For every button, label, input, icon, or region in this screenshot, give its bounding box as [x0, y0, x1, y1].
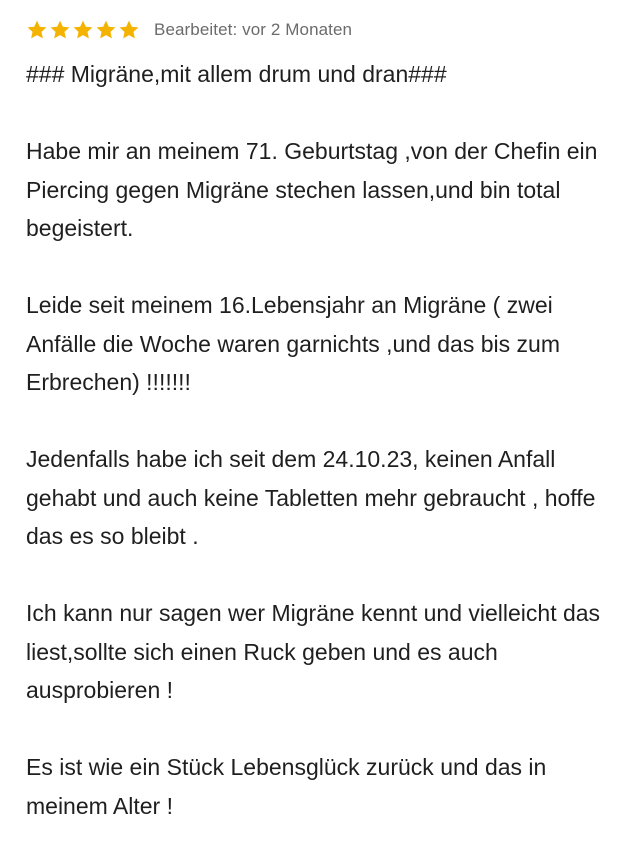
review-paragraph: Habe mir an meinem 71. Geburtstag ,von der Chefin ein Piercing gegen Migräne stechen lassen,und bin total begeistert. — [26, 138, 598, 241]
star-icon — [26, 19, 48, 41]
star-icon — [72, 19, 94, 41]
edited-timestamp: Bearbeitet: vor 2 Monaten — [154, 20, 353, 39]
review-paragraph: Leide seit meinem 16.Lebensjahr an Migräne ( zwei Anfälle die Woche waren garnichts ,und das bis zum Erbrechen) !!!!!!! — [26, 292, 560, 395]
review-paragraph: Ich kann nur sagen wer Migräne kennt und vielleicht das liest,sollte sich einen Ruck geben und es auch ausprobieren ! — [26, 600, 601, 703]
review-paragraph: Jedenfalls habe ich seit dem 24.10.23, keinen Anfall gehabt und auch keine Tabletten mehr gebraucht , hoffe das es so bleibt . — [26, 446, 596, 549]
review-paragraph: Es ist wie ein Stück Lebensglück zurück und das in meinem Alter ! — [26, 754, 547, 819]
star-rating — [26, 19, 140, 41]
review-body — [26, 55, 614, 825]
review-header — [26, 17, 614, 43]
review-title: ### Migräne,mit allem drum und dran### — [26, 61, 447, 87]
star-icon — [95, 19, 117, 41]
star-icon — [49, 19, 71, 41]
star-icon — [118, 19, 140, 41]
